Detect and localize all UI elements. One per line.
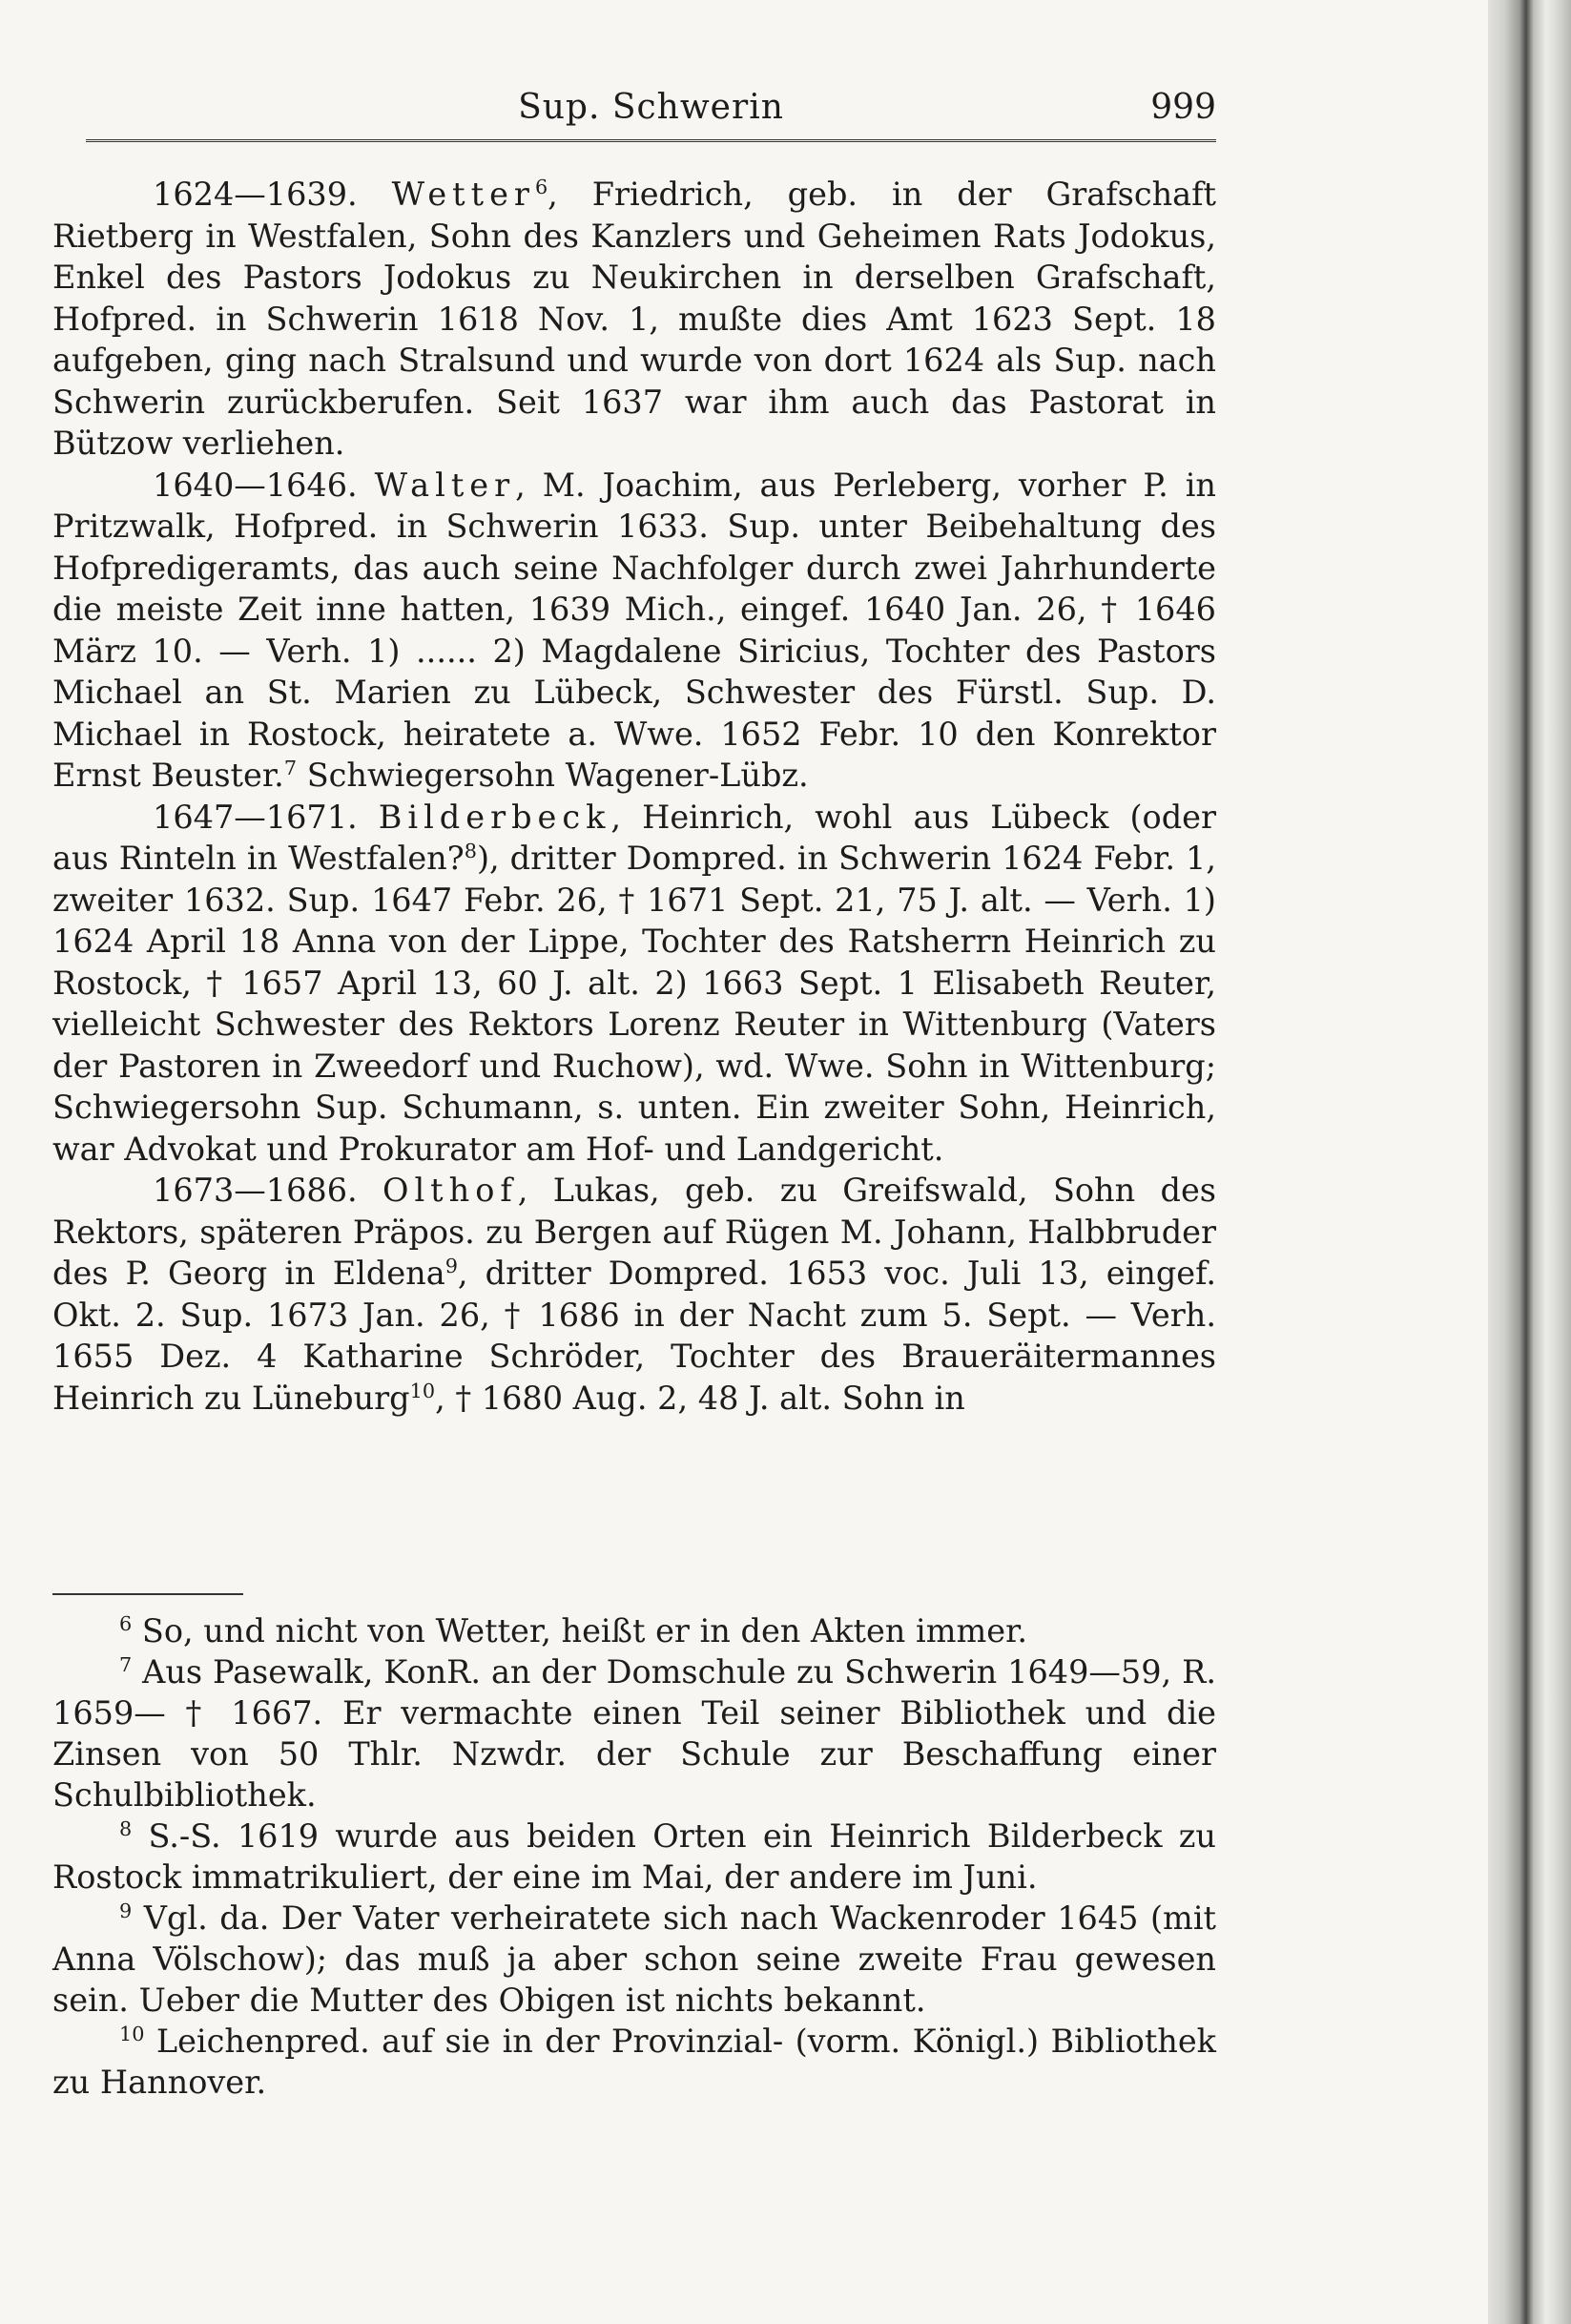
entry-name: Bilderbeck [378,798,611,836]
footnote [52,1816,1216,1898]
entry-years: 1624—1639. [153,176,358,213]
footnote-number: 9 [119,1899,133,1922]
entry-olthof [52,1170,1216,1419]
footnotes [52,1610,1216,2103]
footnote-mark: 6 [534,175,548,198]
footnote-number: 6 [119,1611,133,1635]
footnote-mark: 9 [444,1254,458,1277]
entry-text: , Heinrich, wohl aus Lübeck (oder aus Rinteln in Westfalen? [52,798,1217,877]
entry-years: 1673—1686. [153,1172,358,1209]
entry-years: 1647—1671. [153,798,358,836]
footnote-text: S.-S. 1619 wurde aus beiden Orten ein Heinrich Bilderbeck zu Rostock immatrikuliert, der eine im Mai, der andere im Juni. [52,1817,1216,1896]
footnote-text: Vgl. da. Der Vater verheiratete sich nach Wackenroder 1645 (mit Anna Völschow); das muß ja aber schon seine zweite Frau gewesen sein. Ueber die Mutter des Obigen ist nichts bekannt. [52,1899,1216,2019]
entry-text-cont: Schwiegersohn Wagener-Lübz. [297,757,809,794]
entry-wetter [52,174,1216,465]
footnote-number: 10 [119,2022,145,2045]
page-number: 999 [1150,88,1216,127]
book-edge [1488,0,1571,2324]
running-title: Sup. Schwerin [518,88,784,127]
footnote-number: 8 [119,1816,133,1840]
entry-text: , Friedrich, geb. in der Grafschaft Rietberg in Westfalen, Sohn des Kanzlers und Geheimen Rats Jodokus, Enkel des Pastors Jodokus zu Neukirchen in derselben Grafschaft, Hofpred. in Schwerin 1618 Nov. 1, mußte dies Amt 1623 Sept. 18 aufgeben, ging nach Stralsund und wurde von dort 1624 als Sup. nach Schwerin zurückberufen. Seit 1637 war ihm auch das Pastorat in Bützow verliehen. [52,176,1216,462]
page-header [86,88,1216,142]
entry-walter [52,465,1216,797]
entry-text: , M. Joachim, aus Perleberg, vorher P. in Pritzwalk, Hofpred. in Schwerin 1633. Sup. unter Beibehaltung des Hofpredigeramts, das auch seine Nachfolger durch zwei Jahrhunderte die meiste Zeit inne hatten, 1639 Mich., eingef. 1640 Jan. 26, † 1646 März 10. — Verh. 1) ...... 2) Magdalene Siricius, Tochter des Pastors Michael an St. Marien zu Lübeck, Schwester des Fürstl. Sup. D. Michael in Rostock, heiratete a. Wwe. 1652 Febr. 10 den Konrektor Ernst Beuster. [52,466,1217,794]
entry-name: Olthof [382,1172,518,1209]
entry-name: Wetter [391,176,535,213]
entry-bilderbeck [52,797,1216,1171]
footnote-text: Aus Pasewalk, KonR. an der Domschule zu Schwerin 1649—59, R. 1659— † 1667. Er vermachte einen Teil seiner Bibliothek und die Zinsen von 50 Thlr. Nzwdr. der Schule zur Beschaffung einer Schulbibliothek. [52,1653,1216,1814]
footnote [52,2021,1216,2103]
footnote [52,1898,1216,2021]
footnote-mark: 10 [409,1379,436,1402]
entry-text-mid: , dritter Dompred. 1653 voc. Juli 13, eingef. Okt. 2. Sup. 1673 Jan. 26, † 1686 in der Nacht zum 5. Sept. — Verh. 1655 Dez. 4 Katharine Schröder, Tochter des Braueräitermannes Heinrich zu Lüneburg [52,1255,1216,1417]
footnote-text: So, und nicht von Wetter, heißt er in den Akten immer. [141,1612,1028,1650]
entry-years: 1640—1646. [153,466,358,504]
entry-text-cont: , † 1680 Aug. 2, 48 J. alt. Sohn in [435,1379,965,1417]
footnote-divider [52,1593,243,1595]
footnote-mark: 7 [283,756,298,779]
entry-name: Walter [374,466,516,504]
footnote-number: 7 [119,1652,133,1676]
entry-text: , Lukas, geb. zu Greifswald, Sohn des Rektors, späteren Präpos. zu Bergen auf Rügen M. Johann, Halbbruder des P. Georg in Eldena [52,1172,1216,1292]
footnote [52,1651,1216,1816]
entry-text-cont: ), dritter Dompred. in Schwerin 1624 Febr. 1, zweiter 1632. Sup. 1647 Febr. 26, † 1671 Sept. 21, 75 J. alt. — Verh. 1) 1624 April 18 Anna von der Lippe, Tochter des Ratsherrn Heinrich zu Rostock, † 1657 April 13, 60 J. alt. 2) 1663 Sept. 1 Elisabeth Reuter, vielleicht Schwester des Rektors Lorenz Reuter in Wittenburg (Vaters der Pastoren in Zweedorf und Ruchow), wd. Wwe. Sohn in Wittenburg; Schwiegersohn Sup. Schumann, s. unten. Ein zweiter Sohn, Heinrich, war Advokat und Prokurator am Hof- und Landgericht. [52,840,1216,1168]
footnote-text: Leichenpred. auf sie in der Provinzial- (vorm. Königl.) Bibliothek zu Hannover. [52,2023,1216,2101]
footnote-mark: 8 [464,839,477,862]
main-text [52,174,1216,1419]
footnote [52,1610,1216,1651]
